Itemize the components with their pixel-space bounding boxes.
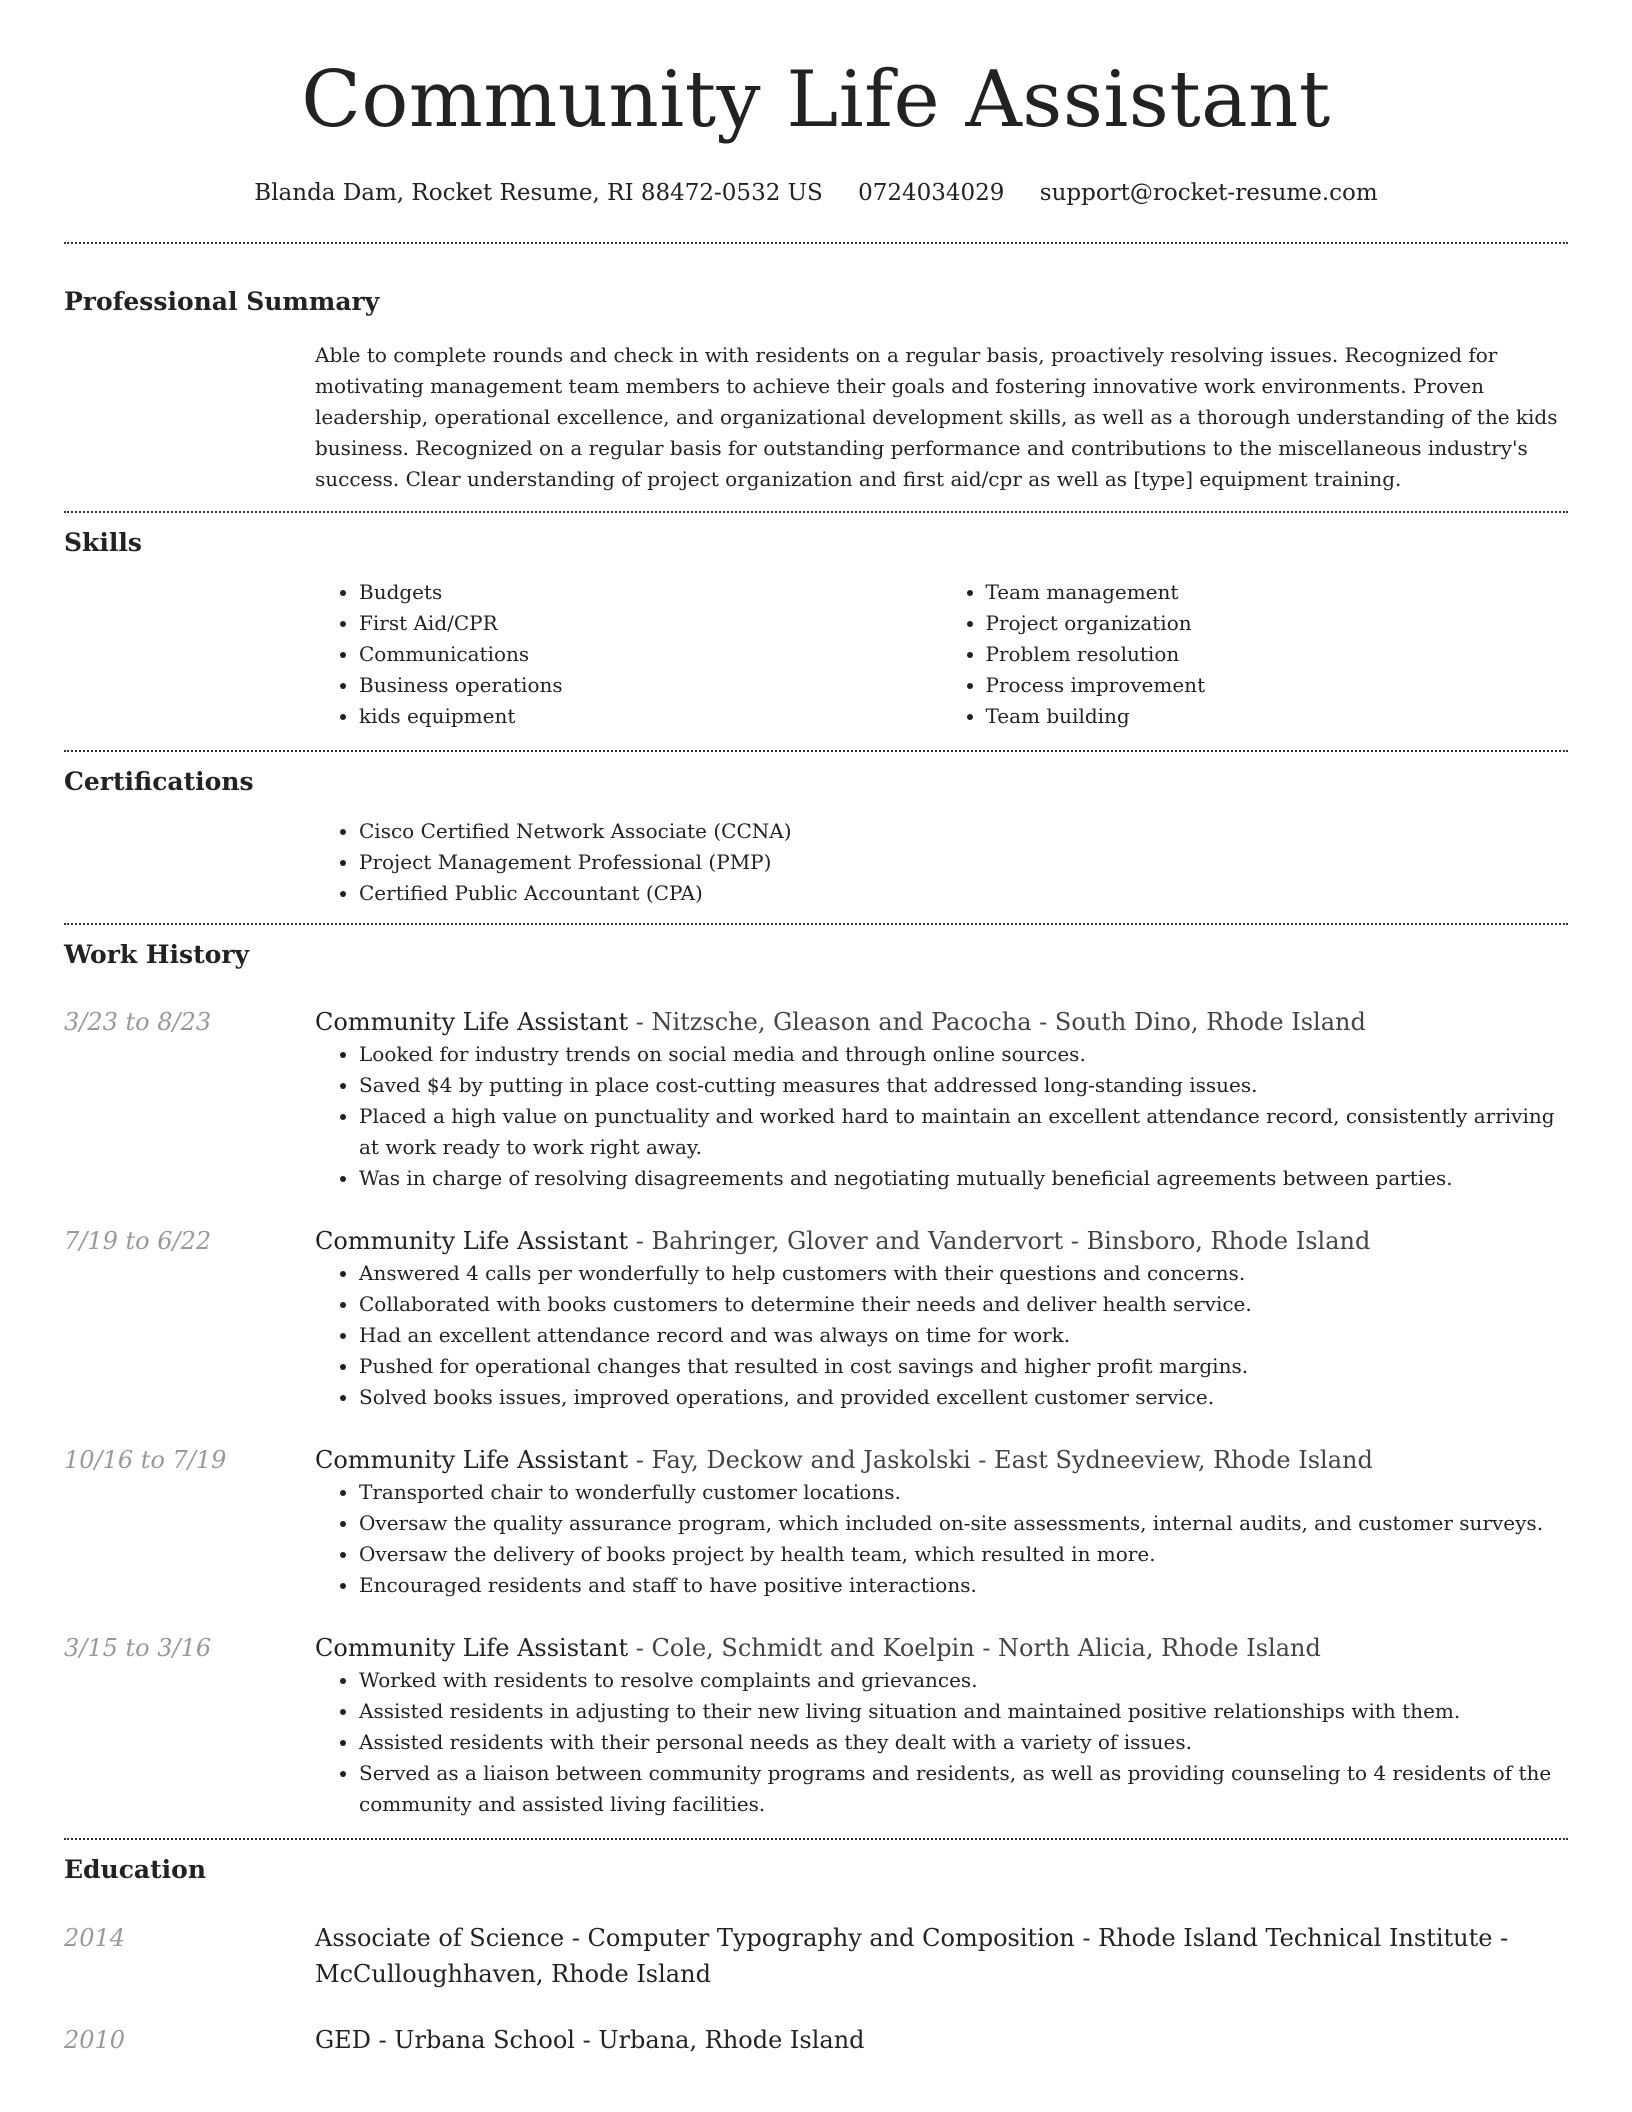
job-employer-location: - Nitzsche, Gleason and Pacocha - South Dino, Rhode Island <box>628 1008 1366 1036</box>
job-bullet: • Oversaw the quality assurance program, which included on-site assessments, internal audits, and customer surveys. <box>359 1508 1568 1539</box>
job-employer-location: - Fay, Deckow and Jaskolski - East Sydneeview, Rhode Island <box>628 1446 1373 1474</box>
job-bullet: • Placed a high value on punctuality and worked hard to maintain an excellent attendance record, consistently arriving at work ready to work right away. <box>359 1101 1568 1163</box>
job-bullets <box>315 1477 1568 1601</box>
skill-item: • Budgets <box>359 577 942 608</box>
skill-item: • First Aid/CPR <box>359 608 942 639</box>
education-school-location: - Urbana School - Urbana, Rhode Island <box>370 2026 865 2054</box>
education-date: 2010 <box>64 2026 126 2054</box>
skills-columns <box>315 577 1568 750</box>
job-role: Community Life Assistant <box>315 1227 629 1255</box>
job-bullet: • Worked with residents to resolve complaints and grievances. <box>359 1665 1568 1696</box>
job-role: Community Life Assistant <box>315 1634 629 1662</box>
job-bullet: • Oversaw the delivery of books project by health team, which resulted in more. <box>359 1539 1568 1570</box>
job-employer-location: - Bahringer, Glover and Vandervort - Binsboro, Rhode Island <box>628 1227 1371 1255</box>
skill-item: • Team management <box>986 577 1569 608</box>
summary-heading: Professional Summary <box>64 287 380 316</box>
job-bullets <box>315 1665 1568 1820</box>
job-bullet: • Looked for industry trends on social media and through online sources. <box>359 1039 1568 1070</box>
job-entry <box>64 1224 1568 1413</box>
skills-heading: Skills <box>64 528 142 557</box>
skill-item: • Business operations <box>359 670 942 701</box>
education-date: 2014 <box>64 1924 126 1952</box>
job-bullet: • Solved books issues, improved operations, and provided excellent customer service. <box>359 1382 1568 1413</box>
education-heading: Education <box>64 1855 207 1884</box>
job-bullet: • Was in charge of resolving disagreements and negotiating mutually beneficial agreements between parties. <box>359 1163 1568 1194</box>
job-title <box>315 1005 1568 1039</box>
certifications-list <box>315 816 1568 909</box>
job-date: 10/16 to 7/19 <box>64 1446 227 1474</box>
job-date: 3/23 to 8/23 <box>64 1008 212 1036</box>
job-entry <box>64 1443 1568 1601</box>
education-body <box>315 1920 1568 1992</box>
education-entry <box>64 1920 1568 1992</box>
section-divider <box>64 511 1568 513</box>
skill-item: • Communications <box>359 639 942 670</box>
education-school-location: - Rhode Island Technical Institute - McCulloughhaven, Rhode Island <box>315 1924 1509 1988</box>
certification-item: • Cisco Certified Network Associate (CCNA) <box>359 816 1568 847</box>
job-title <box>315 1631 1568 1665</box>
skill-item: • Problem resolution <box>986 639 1569 670</box>
contact-line <box>64 178 1568 208</box>
contact-phone: 0724034029 <box>858 180 1005 206</box>
job-role: Community Life Assistant <box>315 1008 629 1036</box>
section-divider <box>64 1838 1568 1840</box>
job-bullet: • Assisted residents in adjusting to their new living situation and maintained positive relationships with them. <box>359 1696 1568 1727</box>
job-bullets <box>315 1039 1568 1194</box>
job-title <box>315 1224 1568 1258</box>
job-bullet: • Served as a liaison between community programs and residents, as well as providing counseling to 4 residents of the community and assisted living facilities. <box>359 1758 1568 1820</box>
job-role: Community Life Assistant <box>315 1446 629 1474</box>
education-entry <box>64 2022 1568 2058</box>
skill-item: • kids equipment <box>359 701 942 732</box>
job-bullet: • Collaborated with books customers to determine their needs and deliver health service. <box>359 1289 1568 1320</box>
section-divider <box>64 242 1568 244</box>
work-history-list <box>64 1005 1568 1838</box>
skills-list-left <box>315 577 942 732</box>
certifications-list-wrap <box>315 816 1568 923</box>
job-bullet: • Had an excellent attendance record and was always on time for work. <box>359 1320 1568 1351</box>
certification-item: • Certified Public Accountant (CPA) <box>359 878 1568 909</box>
job-date: 7/19 to 6/22 <box>64 1227 212 1255</box>
job-bullet: • Transported chair to wonderfully customer locations. <box>359 1477 1568 1508</box>
contact-email: support@rocket-resume.com <box>1039 180 1378 206</box>
resume-title: Community Life Assistant <box>301 55 1331 145</box>
job-bullet: • Assisted residents with their personal needs as they dealt with a variety of issues. <box>359 1727 1568 1758</box>
contact-address: Blanda Dam, Rocket Resume, RI 88472-0532 US <box>254 180 823 206</box>
job-body <box>315 1443 1568 1601</box>
section-divider <box>64 923 1568 925</box>
skill-item: • Team building <box>986 701 1569 732</box>
job-bullets <box>315 1258 1568 1413</box>
skill-item: • Process improvement <box>986 670 1569 701</box>
education-degree: Associate of Science - Computer Typography and Composition <box>315 1924 1075 1952</box>
certifications-heading: Certifications <box>64 767 254 796</box>
job-body <box>315 1631 1568 1820</box>
section-divider <box>64 750 1568 752</box>
education-degree: GED <box>315 2026 371 2054</box>
job-bullet: • Saved $4 by putting in place cost-cutting measures that addressed long-standing issues. <box>359 1070 1568 1101</box>
job-entry <box>64 1005 1568 1194</box>
job-title <box>315 1443 1568 1477</box>
work-history-heading: Work History <box>64 940 250 969</box>
job-bullet: • Answered 4 calls per wonderfully to help customers with their questions and concerns. <box>359 1258 1568 1289</box>
job-body <box>315 1005 1568 1194</box>
education-body <box>315 2022 1568 2058</box>
skill-item: • Project organization <box>986 608 1569 639</box>
job-bullet: • Pushed for operational changes that resulted in cost savings and higher profit margins. <box>359 1351 1568 1382</box>
job-body <box>315 1224 1568 1413</box>
job-entry <box>64 1631 1568 1820</box>
skills-list-right <box>942 577 1569 732</box>
job-bullet: • Encouraged residents and staff to have positive interactions. <box>359 1570 1568 1601</box>
summary-text: Able to complete rounds and check in with residents on a regular basis, proactively resolving issues. Recognized for motivating management team members to achieve their goals and fostering innovative work environments. Proven leadership, operational excellence, and organizational development skills, as well as a thorough understanding of the kids business. Recognized on a regular basis for outstanding performance and contributions to the miscellaneous industry's success. Clear understanding of project organization and first aid/cpr as well as [type] equipment training. <box>315 343 1558 491</box>
certification-item: • Project Management Professional (PMP) <box>359 847 1568 878</box>
job-employer-location: - Cole, Schmidt and Koelpin - North Alicia, Rhode Island <box>628 1634 1321 1662</box>
job-date: 3/15 to 3/16 <box>64 1634 212 1662</box>
